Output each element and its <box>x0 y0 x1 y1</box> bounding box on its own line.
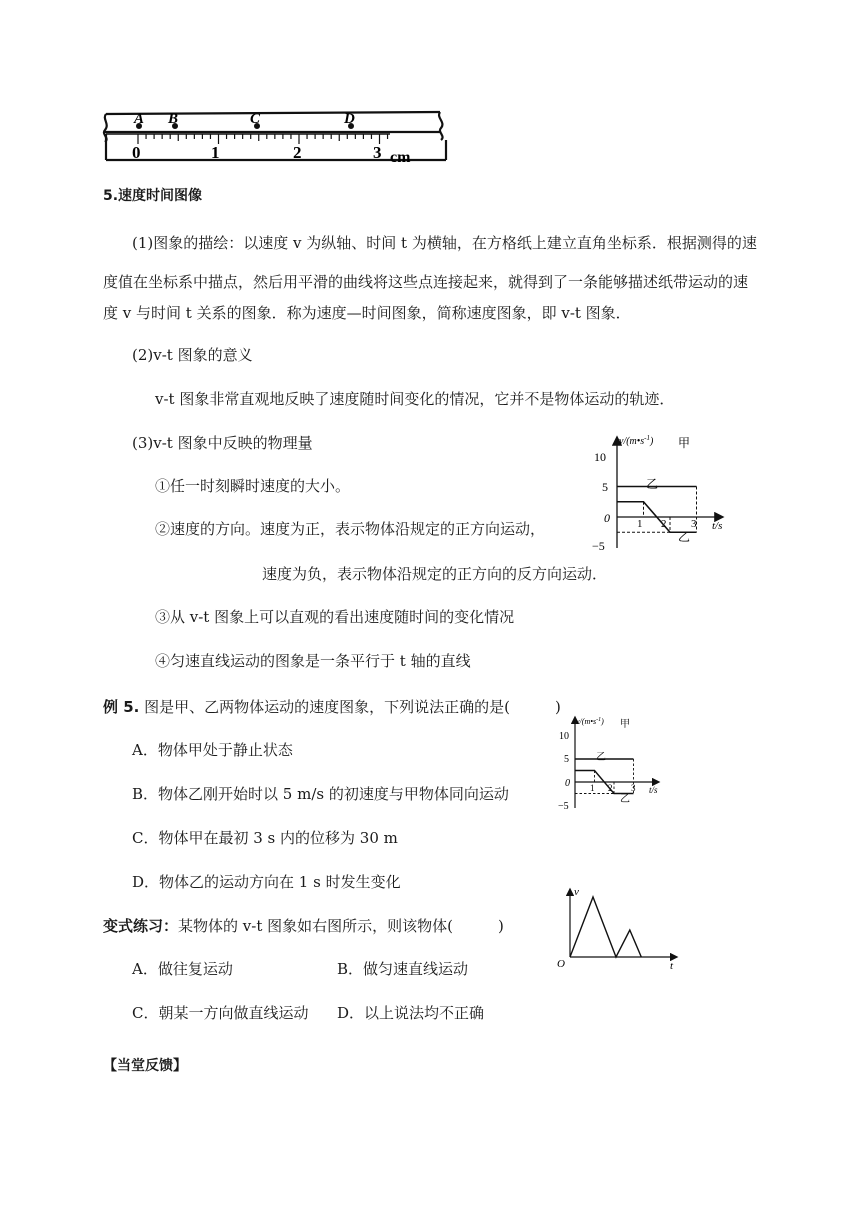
series-label-jia: 甲 <box>678 436 691 450</box>
variant-option-b: B．做匀速直线运动 <box>337 960 469 978</box>
variant-option-c: C．朝某一方向做直线运动 <box>132 1004 309 1022</box>
vt-graph-large <box>590 432 740 558</box>
variant-origin-label: O <box>557 958 565 970</box>
small-tick-x-2: 2 <box>608 783 613 793</box>
small-y-axis-label: $v/(m•s^{-1})$ <box>576 717 604 726</box>
small-x-axis-label: t/s <box>649 785 658 795</box>
small-tick-x-3: 3 <box>631 783 636 793</box>
paragraph-3-heading: (3)v-t 图象中反映的物理量 <box>132 434 313 452</box>
small-tick-y-10: 10 <box>559 731 569 742</box>
paragraph-1-line-1: (1)图象的描绘：以速度 v 为纵轴、时间 t 为横轴，在方格纸上建立直角坐标系．根据测得的速 <box>132 234 757 252</box>
small-series-label-jia: 甲 <box>620 719 630 730</box>
small-series-label-yi-bottom: 乙 <box>620 794 630 805</box>
series-label-yi-top: 乙 <box>646 477 659 491</box>
item-1: ①任一时刻瞬时速度的大小。 <box>155 477 351 495</box>
ruler-figure <box>100 104 452 166</box>
variant-option-a: A．做往复运动 <box>132 960 233 978</box>
variant-series-line <box>570 897 641 957</box>
paragraph-1-line-3: 度 v 与时间 t 关系的图象．称为速度—时间图象，简称速度图象，即 v-t 图象． <box>103 304 631 322</box>
variant-t-label: t <box>670 960 674 972</box>
small-tick-y-neg5: −5 <box>558 801 569 812</box>
paragraph-2-heading: (2)v-t 图象的意义 <box>132 346 253 364</box>
item-2: ②速度的方向。速度为正，表示物体沿规定的正方向运动， <box>155 520 546 538</box>
example-5-option-b: B．物体乙刚开始时以 5 m/s 的初速度与甲物体同向运动 <box>132 785 509 803</box>
tick-y-neg5: −5 <box>592 539 605 553</box>
series-label-yi-bottom: 乙 <box>678 530 691 544</box>
small-tick-y-5: 5 <box>564 754 569 765</box>
small-series-label-yi-top: 乙 <box>596 752 606 763</box>
item-4: ④匀速直线运动的图象是一条平行于 t 轴的直线 <box>155 652 471 670</box>
variant-option-d: D．以上说法均不正确 <box>337 1004 485 1022</box>
ruler-tick-0: 0 <box>132 143 141 162</box>
example-5-option-a: A．物体甲处于静止状态 <box>132 741 293 759</box>
tick-y-5: 5 <box>602 480 608 494</box>
variant-v-label: v <box>574 886 579 898</box>
tick-y-10: 10 <box>594 450 606 464</box>
ruler-point-c: C <box>250 111 261 127</box>
x-axis-label: t/s <box>712 520 723 532</box>
variant-question <box>103 916 504 936</box>
item-2-continued: 速度为负，表示物体沿规定的正方向的反方向运动． <box>262 565 608 583</box>
vt-graph-small <box>558 714 674 812</box>
item-3: ③从 v-t 图象上可以直观的看出速度随时间的变化情况 <box>155 608 515 626</box>
small-tick-x-1: 1 <box>590 783 595 793</box>
y-axis-label: $v/(m•s^{-1})$ <box>619 434 654 447</box>
tick-y-0: 0 <box>604 511 610 525</box>
ruler-unit: cm <box>390 149 411 166</box>
example-5-question <box>103 697 561 717</box>
variant-text: 某物体的 v-t 图象如右图所示，则该物体( ) <box>178 917 504 935</box>
paragraph-1-line-2: 度值在坐标系中描点，然后用平滑的曲线将这些点连接起来，就得到了一条能够描述纸带运动的速 <box>103 273 749 291</box>
example-5-option-c: C．物体甲在最初 3 s 内的位移为 30 m <box>132 829 398 847</box>
ruler-point-a: A <box>134 111 145 127</box>
variant-label: 变式练习： <box>103 917 179 935</box>
ruler-tick-1: 1 <box>211 143 220 162</box>
example-5-option-d: D．物体乙的运动方向在 1 s 时发生变化 <box>132 873 401 891</box>
section-title: 5.速度时间图像 <box>103 188 203 204</box>
example-5-label: 例 5. <box>103 698 140 716</box>
small-tick-y-0: 0 <box>565 778 570 789</box>
tick-x-1: 1 <box>637 518 643 530</box>
ruler-tick-2: 2 <box>293 143 302 162</box>
tick-x-2: 2 <box>661 518 667 530</box>
example-5-text: 图是甲、乙两物体运动的速度图象，下列说法正确的是( ) <box>144 698 561 716</box>
ruler-tick-3: 3 <box>373 143 382 162</box>
ruler-point-b: B <box>168 111 179 127</box>
paragraph-2-body: v-t 图象非常直观地反映了速度随时间变化的情况，它并不是物体运动的轨迹． <box>155 390 675 408</box>
tick-x-3: 3 <box>691 518 697 530</box>
ruler-point-d: D <box>344 111 355 127</box>
feedback-title: 【当堂反馈】 <box>103 1058 187 1074</box>
vt-graph-variant <box>552 882 682 972</box>
